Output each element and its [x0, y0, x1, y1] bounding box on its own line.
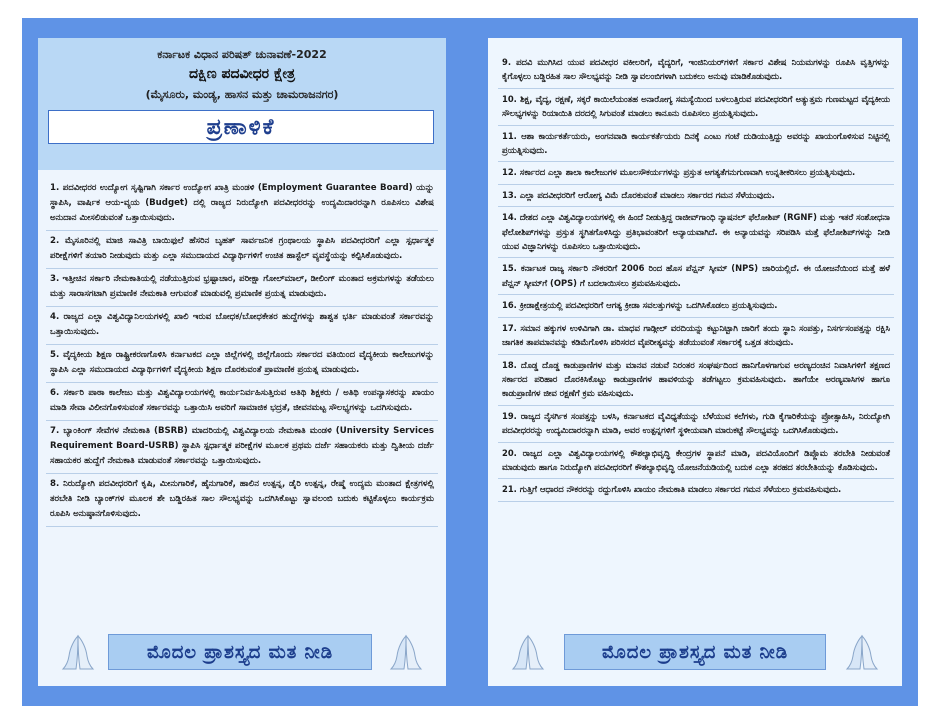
manifesto-point: 15. ಕರ್ನಾಟಕ ರಾಜ್ಯ ಸರ್ಕಾರಿ ನೌಕರರಿಗೆ 2006 ರಿಂದ ಹೊಸ ಪೆನ್ಷನ್ ಸ್ಕೀಮ್ (NPS) ಜಾರಿಯಲ್ಲಿದೆ. ಈ ಯೋಜನೆಯಿಂದ ಮತ್ತೆ ಹಳೆ ಪೆನ್ಷನ್ ಸ್ಕೀಮ್‌ಗೆ (OPS) ಗೆ ಬದಲಾಯಿಸಲು ಶ್ರಮವಹಿಸುವುದು.	[498, 258, 894, 295]
manifesto-point: 18. ದೊಡ್ಡ ದೊಡ್ಡ ಕಾಡುಪ್ರಾಣಿಗಳ ಮತ್ತು ಮಾನವ ನಡುವೆ ನಿರಂತರ ಸಂಘರ್ಷದಿಂದ ಹಾನಿಗೊಳಗಾಗುವ ಅರಣ್ಯದಂಚಿನ ನಿವಾಸಿಗಳಿಗೆ ತಕ್ಷಣದ ಸರ್ಕಾರದ ಪರಿಹಾರ ದೊರಕಿಸಿಕೊಟ್ಟು ಕಾಡುಪ್ರಾಣಿಗಳ ಹಾವಳಿಯನ್ನು ತಡೆಗಟ್ಟಲು ಕ್ರಮವಹಿಸುವುದು. ಹಾಗೆಯೇ ಅರಣ್ಯವಾಸಿಗಳ ಹಾಗೂ ಕಾಡುಪ್ರಾಣಿಗಳ ಜೀವ ರಕ್ಷಣೆಗೆ ಕ್ರಮ ವಹಿಸುವುದು.	[498, 355, 894, 406]
folded-hands-icon	[388, 632, 424, 672]
manifesto-point: 12. ಸರ್ಕಾರದ ಎಲ್ಲಾ ಶಾಲಾ ಕಾಲೇಜುಗಳ ಮೂಲಸೌಕರ್ಯಗಳನ್ನು ಪ್ರಸ್ತುತ ಅಗತ್ಯತೆಗನುಗುಣವಾಗಿ ಉನ್ನತೀಕರಿಸಲು ಪ್ರಯತ್ನಿಸುವುದು.	[498, 162, 894, 184]
right-panel	[488, 38, 902, 686]
manifesto-leaflet	[22, 18, 918, 706]
manifesto-point: 7. ಬ್ಯಾಂಕಿಂಗ್ ಸೇವೆಗಳ ನೇಮಕಾತಿ (BSRB) ಮಾದರಿಯಲ್ಲಿ ವಿಶ್ವವಿದ್ಯಾಲಯ ನೇಮಕಾತಿ ಮಂಡಳಿ (University Services Requirement Board-USRB) ಸ್ಥಾಪಿಸಿ ಸ್ಪರ್ಧಾತ್ಮಕ ಪರೀಕ್ಷೆಗಳ ಮೂಲಕ ಪ್ರಥಮ ದರ್ಜೆ ಸಹಾಯಕರು ಮತ್ತು ದ್ವಿತೀಯ ದರ್ಜೆ ಸಹಾಯಕರ ಹುದ್ದೆಗೆ ನೇಮಕಾತಿ ಮಾಡುವಂತೆ ಸರ್ಕಾರವನ್ನು ಒತ್ತಾಯಿಸುವುದು.	[46, 421, 438, 474]
manifesto-point: 20. ರಾಜ್ಯದ ಎಲ್ಲಾ ವಿಶ್ವವಿದ್ಯಾಲಯಗಳಲ್ಲಿ ಕೌಶಲ್ಯಾಭಿವೃದ್ಧಿ ಕೇಂದ್ರಗಳ ಸ್ಥಾಪನೆ ಮಾಡಿ, ಪದವಿಯೊಂದಿಗೆ ಡಿಪ್ಲೊಮ ತರಬೇತಿ ನೀಡುವಂತೆ ಮಾಡುವುದು ಹಾಗೂ ನಿರುದ್ಯೋಗಿ ಪದವೀಧರರಿಗೆ ಕೌಶಲ್ಯಾಭಿವೃದ್ಧಿ ಯೋಜನೆಯಡಿಯಲ್ಲಿ ಬದುಕ ಎಲ್ಲಾ ತರಹದ ತರಬೇತಿಯನ್ನು ಕೊಡಿಸುವುದು.	[498, 443, 894, 480]
manifesto-points-right	[498, 52, 894, 502]
manifesto-point: 13. ಎಲ್ಲಾ ಪದವೀಧರರಿಗೆ ಆರೋಗ್ಯ ವಿಮೆ ದೊರಕುವಂತೆ ಮಾಡಲು ಸರ್ಕಾರದ ಗಮನ ಸೆಳೆಯುವುದು.	[498, 185, 894, 207]
left-panel	[38, 38, 446, 686]
manifesto-point: 8. ನಿರುದ್ಯೋಗಿ ಪದವೀಧರರಿಗೆ ಕೃಷಿ, ಮೀನುಗಾರಿಕೆ, ಹೈನುಗಾರಿಕೆ, ಹಾಲಿನ ಉತ್ಪನ್ನ, ಡೈರಿ ಉತ್ಪನ್ನ, ರೇಷ್ಮೆ ಉದ್ಯಮ ಮಂತಾದ ಕ್ಷೇತ್ರಗಳಲ್ಲಿ ತರಬೇತಿ ನೀಡಿ ಬ್ಯಾಂಕ್‌ಗಳ ಮೂಲಕ ಶೇ ಬಡ್ಡಿರಹಿತ ಸಾಲ ಸೌಲಭ್ಯವನ್ನು ಒದಗಿಸಿಕೊಟ್ಟು ಸ್ವಾವಲಂಬಿ ಬದುಕು ಕಟ್ಟಿಕೊಳ್ಳಲು ಕಾರ್ಯಕ್ರಮ ರೂಪಿಸಿ ಅನುಷ್ಠಾನಗೊಳಿಸುವುದು.	[46, 474, 438, 527]
first-preference-vote-banner: ಮೊದಲ ಪ್ರಾಶಸ್ತ್ಯದ ಮತ ನೀಡಿ	[564, 634, 826, 670]
manifesto-point: 17. ಸಮಾನ ಹಕ್ಕುಗಳ ಉಳಿವಿಗಾಗಿ ಡಾ. ಮಾಧವ ಗಾಡ್ಗೀಲ್ ವರದಿಯನ್ನು ಕಟ್ಟುನಿಟ್ಟಾಗಿ ಜಾರಿಗೆ ತಂದು ಸ್ಥಾನಿ ಸಂಪತ್ತು, ನಿಸರ್ಗಸಂಪತ್ತನ್ನು ರಕ್ಷಿಸಿ ಜಾಗತಿಕ ತಾಪಮಾನವನ್ನು ಕಡಿಮೆಗೊಳಿಸಿ ಪರಿಸರದ ವೈಪರೀತ್ಯವನ್ನು ತಡೆಯುವಂತೆ ಸರ್ಕಾರಕ್ಕೆ ಒತ್ತಡ ತರುವುದು.	[498, 318, 894, 355]
manifesto-point: 11. ಆಶಾ ಕಾರ್ಯಕರ್ತೆಯರು, ಅಂಗನವಾಡಿ ಕಾರ್ಯಕರ್ತೆಯರು ದಿನಕ್ಕೆ ಎಂಟು ಗಂಟೆ ದುಡಿಯುತ್ತಿದ್ದು ಅವರನ್ನು ಖಾಯಂಗೊಳಿಸುವ ನಿಟ್ಟಿನಲ್ಲಿ ಪ್ರಯತ್ನಿಸುವುದು.	[498, 126, 894, 163]
manifesto-point: 6. ಸರ್ಕಾರಿ ಪಾಠಾ ಕಾಲೇಜು ಮತ್ತು ವಿಶ್ವವಿದ್ಯಾಲಯಗಳಲ್ಲಿ ಕಾರ್ಯನಿರ್ವಹಿಸುತ್ತಿರುವ ಅತಿಥಿ ಶಿಕ್ಷಕರು / ಅತಿಥಿ ಉಪನ್ಯಾಸಕರನ್ನು ಖಾಯಂ ಮಾಡಿ ಸೇವಾ ವಿಲೀನಗೊಳಿಸುವಂತೆ ಸರ್ಕಾರವನ್ನು ಒತ್ತಾಯಿಸಿ ಅವರಿಗೆ ಸಾಮಾಜಿಕ ಭದ್ರತೆ, ಜೀವನಮಟ್ಟ ಸೌಲಭ್ಯಗಳನ್ನು ಒದಗಿಸುವುದು.	[46, 383, 438, 421]
manifesto-point: 2. ಮೈಸೂರಿನಲ್ಲಿ ಮಾಜಿ ಸಾವಿತ್ರಿ ಬಾಯಿಫುಲೆ ಹೆಸರಿನ ಬೃಹತ್ ಸಾರ್ವಜನಿಕ ಗ್ರಂಥಾಲಯ ಸ್ಥಾಪಿಸಿ ಪದವೀಧರರಿಗೆ ಎಲ್ಲಾ ಸ್ಪರ್ಧಾತ್ಮಕ ಪರೀಕ್ಷೆಗಳಿಗೆ ತಯಾರಿ ನೀಡುವುದು ಮತ್ತು ಎಲ್ಲಾ ಸಮುದಾಯದ ವಿದ್ಯಾರ್ಥಿಗಳಿಗೆ ಉಚಿತ ಹಾಸ್ಟೆಲ್ ವ್ಯವಸ್ಥೆಯನ್ನು ಕಲ್ಪಿಸಿಕೊಡುವುದು.	[46, 231, 438, 269]
manifesto-point: 3. ಇತ್ತೀಚಿನ ಸರ್ಕಾರಿ ನೇಮಕಾತಿಯಲ್ಲಿ ನಡೆಯುತ್ತಿರುವ ಭ್ರಷ್ಟಾಚಾರ, ಪರೀಕ್ಷಾ ಗೋಲ್‌ಮಾಲ್, ಡೀಲಿಂಗ್ ಮಂತಾದ ಅಕ್ರಮಗಳನ್ನು ತಡೆಯಲು ಮತ್ತು ಸಾರಾಸಗಟಾಗಿ ಪ್ರಮಾಣಿಕ ನೇಮಕಾತಿ ಆಗುವಂತೆ ಮಾಡುವಲ್ಲಿ ಪ್ರಮಾಣಿಕ ಪ್ರಯತ್ನ ಮಾಡುವುದು.	[46, 269, 438, 307]
manifesto-points-left	[46, 178, 438, 527]
manifesto-point: 1. ಪದವೀಧರರ ಉದ್ಯೋಗ ಸೃಷ್ಟಿಗಾಗಿ ಸರ್ಕಾರ ಉದ್ಯೋಗ ಖಾತ್ರಿ ಮಂಡಳಿ (Employment Guarantee Board) ಯನ್ನು ಸ್ಥಾಪಿಸಿ, ವಾರ್ಷಿಕ ಆಯ-ವ್ಯಯ (Budget) ದಲ್ಲಿ ರಾಜ್ಯದ ನಿರುದ್ಯೋಗಿ ಪದವೀಧರರನ್ನು ಉದ್ಯಮಿದಾರರನ್ನಾಗಿ ರೂಪಿಸಲು ವಿಶೇಷ ಅನುದಾನ ಮೀಸಲಿಡುವಂತೆ ಒತ್ತಾಯಿಸುವುದು.	[46, 178, 438, 231]
manifesto-point: 16. ಕ್ರೀಡಾಕ್ಷೇತ್ರಯಲ್ಲಿ ಪದವೀಧರರಿಗೆ ಆಗತ್ಯ ಕ್ರೀಡಾ ಸವಲತ್ತುಗಳನ್ನು ಒದಗಿಸಿಕೊಡಲು ಪ್ರಯತ್ನಿಸುವುದು.	[498, 295, 894, 317]
manifesto-header	[38, 38, 446, 170]
manifesto-point: 10. ಶಿಕ್ಷ, ವೈದ್ಯ, ರಕ್ಷಣೆ, ಸಕ್ಕರೆ ಕಾಯಿಲೆಯಂತಹ ಅನಾರೋಗ್ಯ ಸಮಸ್ಯೆಯಿಂದ ಬಳಲುತ್ತಿರುವ ಪದವೀಧರರಿಗೆ ಅತ್ಯುತ್ತಮ ಗುಣಮಟ್ಟದ ವೈದ್ಯಕೀಯ ಸೌಲಭ್ಯಗಳನ್ನು ರಿಯಾಯಿತಿ ದರದಲ್ಲಿ ಸಿಗುವಂತೆ ಮಾಡಲು ಕಾನೂನು ರೂಪಿಸಲು ಪ್ರಯತ್ನಿಸುವುದು.	[498, 89, 894, 126]
folded-hands-icon	[60, 632, 96, 672]
manifesto-point: 9. ಪದವಿ ಮುಗಿಸಿದ ಯುವ ಪದವೀಧರ ವಕೀಲರಿಗೆ, ವೈದ್ಯರಿಗೆ, ಇಂಜಿನಿಯರ್‌ಗಳಿಗೆ ಸರ್ಕಾರ ವಿಶೇಷ ನಿಯಮಗಳನ್ನು ರೂಪಿಸಿ ವೃತ್ತಿಗಳನ್ನು ಕೈಗೊಳ್ಳಲು ಬಡ್ಡಿರಹಿತ ಸಾಲ ಸೌಲಭ್ಯವನ್ನು ನೀಡಿ ಸ್ವಾವಲಂಬಿಗಳಾಗಿ ಬದುಕಲು ಅನುವು ಮಾಡಿಕೊಡುವುದು.	[498, 52, 894, 89]
folded-hands-icon	[510, 632, 546, 672]
folded-hands-icon	[844, 632, 880, 672]
constituency-districts: (ಮೈಸೂರು, ಮಂಡ್ಯ, ಹಾಸನ ಮತ್ತು ಚಾಮರಾಜನಗರ)	[145, 88, 339, 101]
manifesto-point: 21. ಗುತ್ತಿಗೆ ಆಧಾರದ ನೌಕರರನ್ನು ರದ್ದುಗೊಳಿಸಿ ಖಾಯಂ ನೇಮಕಾತಿ ಮಾಡಲು ಸರ್ಕಾರದ ಗಮನ ಸೆಳೆಯಲು ಕ್ರಮವಹಿಸುವುದು.	[498, 479, 894, 501]
election-title: ಕರ್ನಾಟಕ ವಿಧಾನ ಪರಿಷತ್ ಚುನಾವಣೆ-2022	[157, 48, 327, 61]
first-preference-vote-banner: ಮೊದಲ ಪ್ರಾಶಸ್ತ್ಯದ ಮತ ನೀಡಿ	[108, 634, 372, 670]
constituency-title: ದಕ್ಷಿಣ ಪದವೀಧರ ಕ್ಷೇತ್ರ	[188, 66, 296, 82]
vote-appeal-row	[38, 630, 446, 674]
manifesto-point: 4. ರಾಜ್ಯದ ಎಲ್ಲಾ ವಿಶ್ವವಿದ್ಯಾನಿಲಯಗಳಲ್ಲಿ ಖಾಲಿ ಇರುವ ಬೋಧಕ/ಬೋಧಕೇತರ ಹುದ್ದೆಗಳನ್ನು ಶಾಶ್ವತ ಭರ್ತಿ ಮಾಡುವಂತೆ ಸರ್ಕಾರವನ್ನು ಒತ್ತಾಯಿಸುವುದು.	[46, 307, 438, 345]
manifesto-point: 14. ದೇಶದ ಎಲ್ಲಾ ವಿಶ್ವವಿದ್ಯಾಲಯಗಳಲ್ಲಿ ಈ ಹಿಂದೆ ನೀಡುತ್ತಿದ್ದ ರಾಜೀವ್‌ಗಾಂಧಿ ನ್ಯಾಷನಲ್ ಫೆಲೋಶಿಪ್ (RGNF) ಮತ್ತು ಇತರೆ ಸಂಶೋಧನಾ ಫೆಲೋಶಿಪ್‌ಗಳನ್ನು ಪ್ರಸ್ತುತ ಸ್ಥಗಿತಗೊಳಿಸಿದ್ದು ಪ್ರತಿಭಾವಂತರಿಗೆ ಅನ್ಯಾಯವಾಗಿದೆ. ಈ ಅನ್ಯಾಯವನ್ನು ಸರಿಪಡಿಸಿ ಮತ್ತೆ ಫೆಲೋಶಿಪ್‌ಗಳನ್ನು ನೀಡಿ ಯುವ ವಿಜ್ಞಾನಿಗಳನ್ನು ರೂಪಿಸಲು ಒತ್ತಾಯಿಸುವುದು.	[498, 207, 894, 258]
manifesto-title: ಪ್ರಣಾಳಿಕೆ	[48, 110, 434, 144]
manifesto-point: 19. ರಾಜ್ಯದ ನೈಸರ್ಗಿಕ ಸಂಪತ್ತನ್ನು ಬಳಸಿ, ಕರ್ನಾಟಕದ ವೈವಿಧ್ಯತೆಯನ್ನು ಬೆಳೆಯುವ ಕಲೆಗಳು, ಗುಡಿ ಕೈಗಾರಿಕೆಯನ್ನು ಪ್ರೋತ್ಸಾಹಿಸಿ, ನಿರುದ್ಯೋಗಿ ಪದವೀಧರರನ್ನು ಉದ್ಯಮಿದಾರರನ್ನಾಗಿ ಮಾಡಿ, ಅವರ ಉತ್ಪನ್ನಗಳಿಗೆ ಸ್ಥಳೀಯವಾಗಿ ಮಾರುಕಟ್ಟೆ ಸೌಲಭ್ಯವನ್ನು ಒದಗಿಸಿಕೊಡುವುದು.	[498, 406, 894, 443]
vote-appeal-row	[488, 630, 902, 674]
manifesto-point: 5. ವೈದ್ಯಕೀಯ ಶಿಕ್ಷಣ ರಾಷ್ಟ್ರೀಕರಣಗೊಳಿಸಿ ಕರ್ನಾಟಕದ ಎಲ್ಲಾ ಜಿಲ್ಲೆಗಳಲ್ಲಿ ಜಿಲ್ಲೆಗೊಂದು ಸರ್ಕಾರದ ವತಿಯಿಂದ ವೈದ್ಯಕೀಯ ಕಾಲೇಜುಗಳನ್ನು ಸ್ಥಾಪಿಸಿ ಎಲ್ಲಾ ಸಮುದಾಯದ ವಿದ್ಯಾರ್ಥಿಗಳಿಗೆ ವೈದ್ಯಕೀಯ ಶಿಕ್ಷಣ ದೊರಕುವಂತೆ ಪ್ರಾಮಾಣಿಕ ಪ್ರಯತ್ನ ಮಾಡುವುದು.	[46, 345, 438, 383]
